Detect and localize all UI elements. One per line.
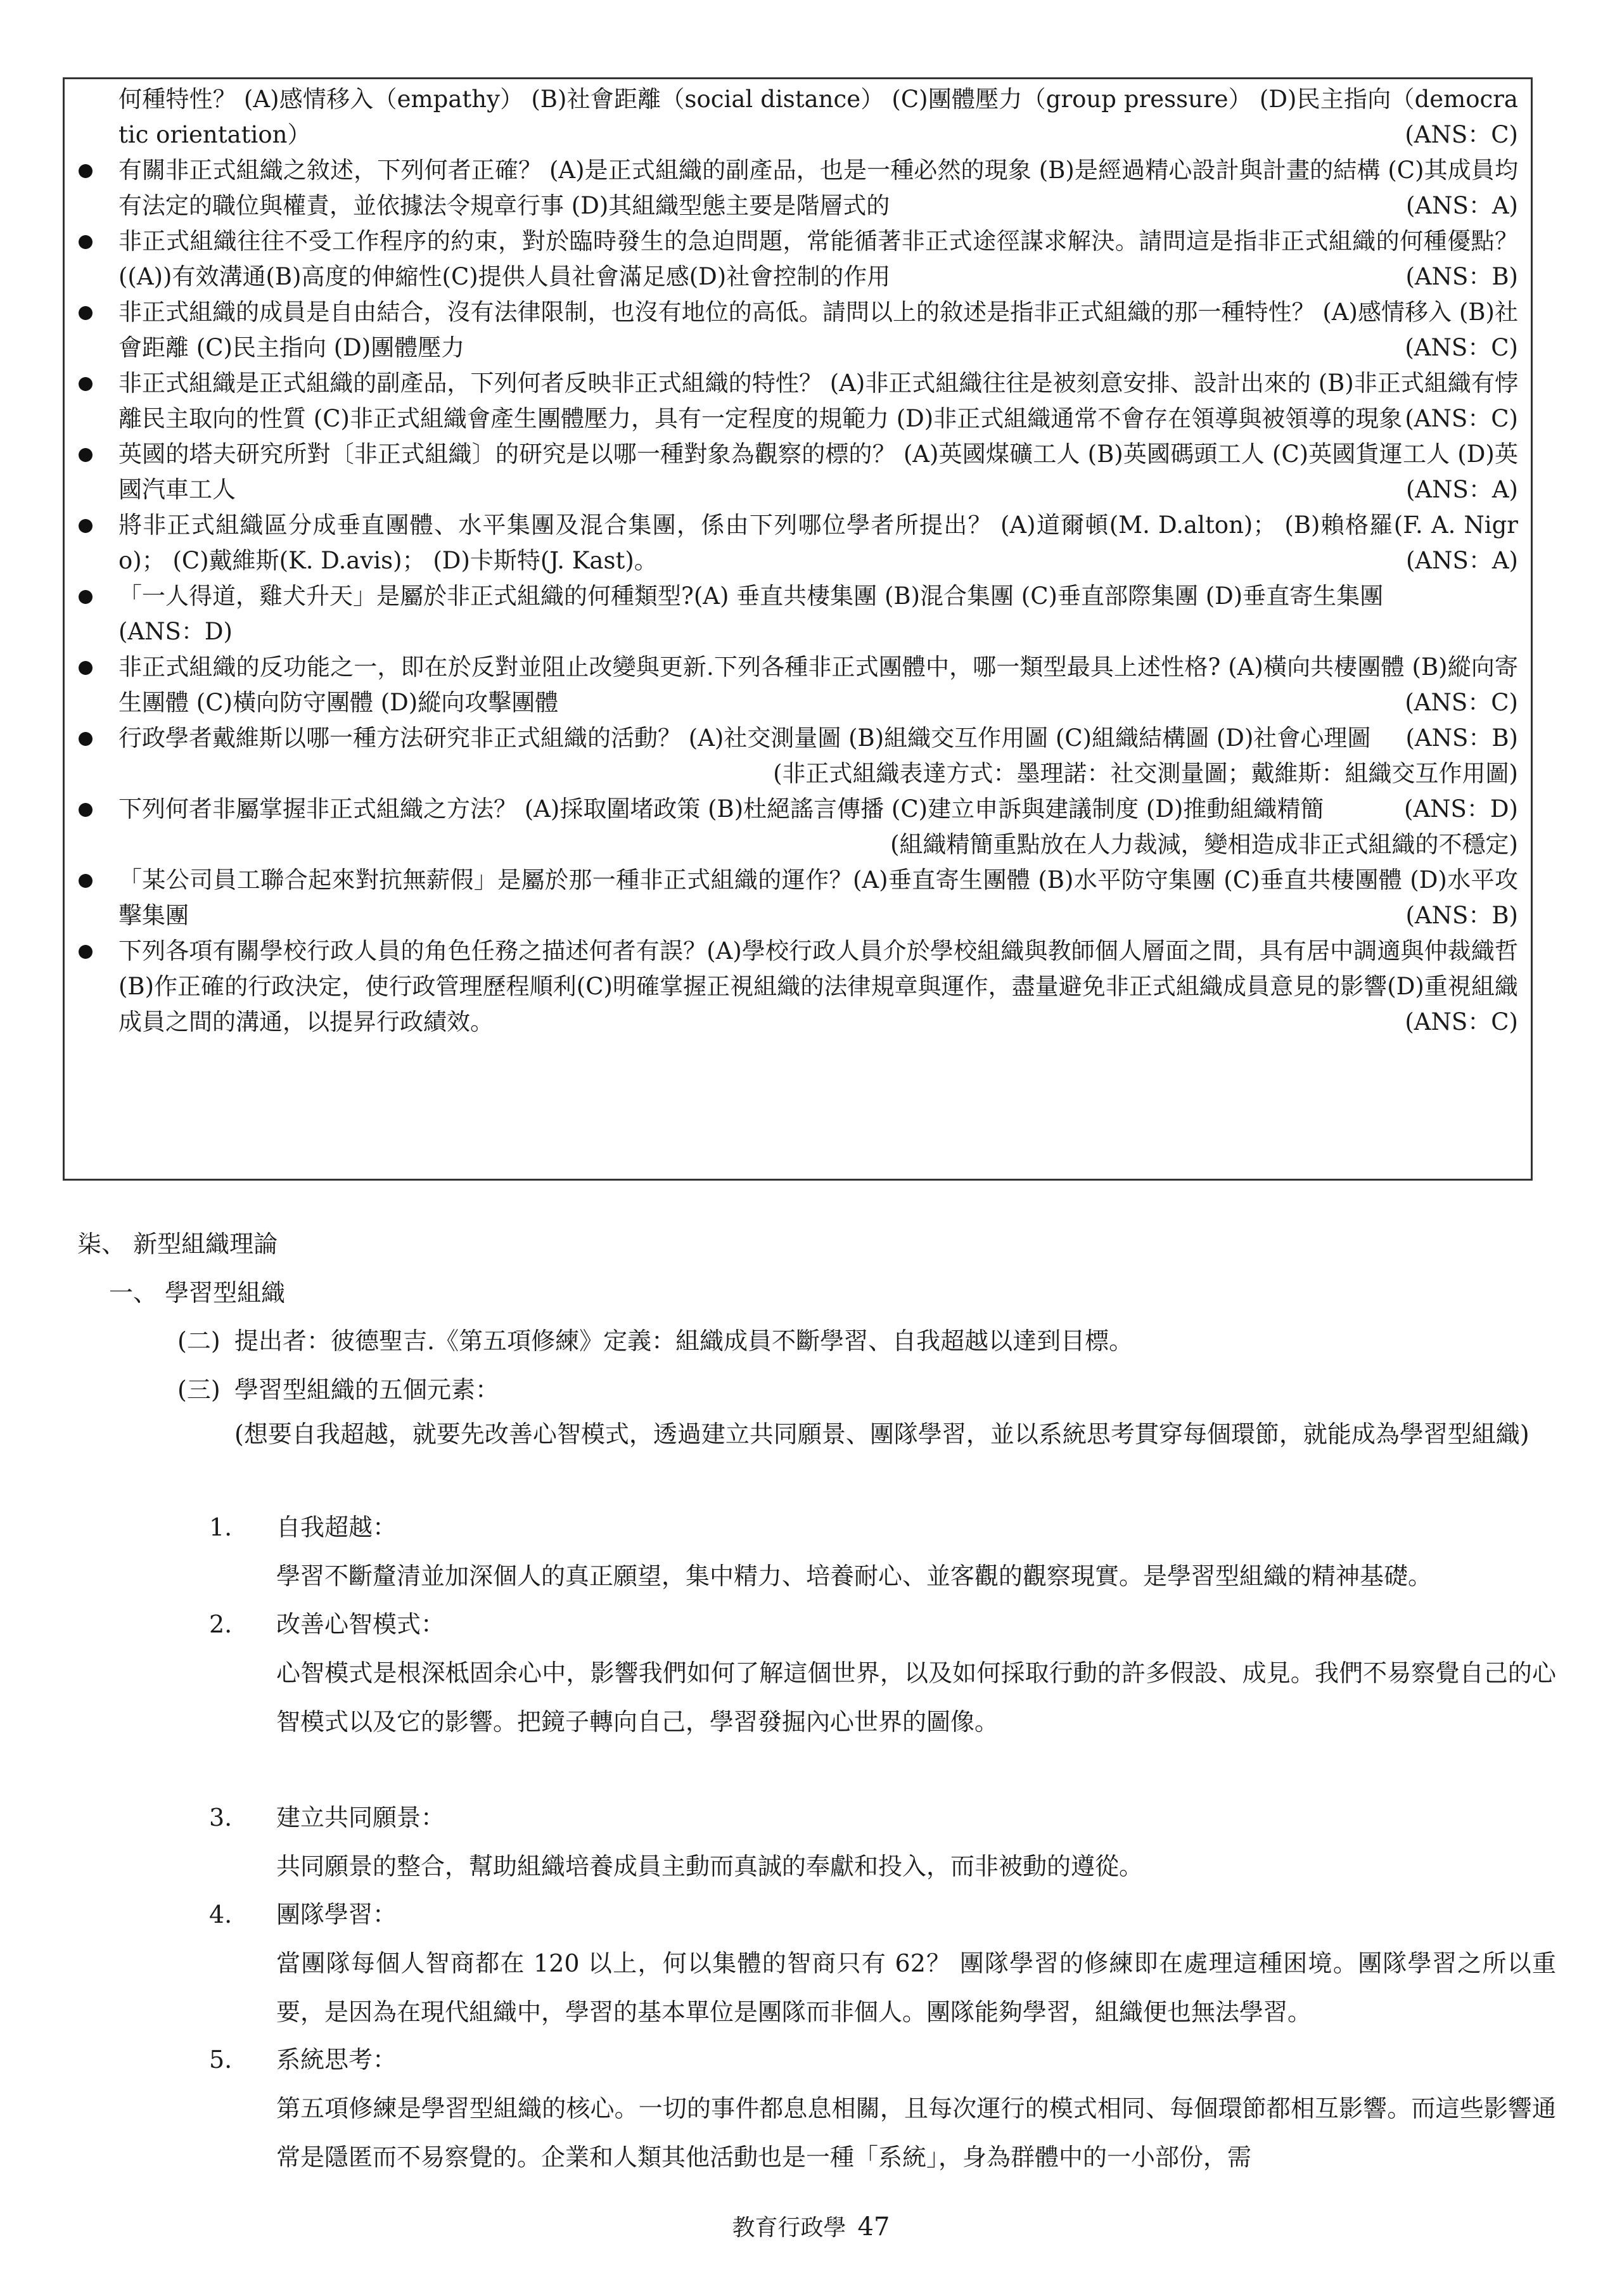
question-item xyxy=(65,863,1518,933)
bullet-icon xyxy=(79,590,93,604)
question-item xyxy=(65,82,1518,153)
bullet-icon xyxy=(79,377,93,391)
item-number: 1. xyxy=(209,1513,233,1541)
bullet-icon xyxy=(79,661,93,675)
item-body: 第五項修練是學習型組織的核心。一切的事件都息息相關，且每次運行的模式相同、每個環節都相互影響。而這些影響通常是隱匿而不易察覺的。企業和人類其他活動也是一種「系統」，身為群體中的一小部份，需 xyxy=(276,2094,1556,2171)
question-text: 非正式組織的反功能之一，即在於反對並阻止改變與更新.下列各種非正式團體中，哪一類型最具上述性格? (A)橫向共棲團體 (B)縱向寄生團體 (C)橫向防守團體 (D)縱向攻擊團體 xyxy=(118,653,1518,716)
question-item xyxy=(65,224,1518,295)
question-item xyxy=(65,933,1518,1040)
answer-label: (ANS：D) xyxy=(1404,795,1518,823)
item-title: 改善心智模式： xyxy=(276,1610,445,1638)
para-text-2: 提出者：彼德聖吉.《第五項修練》定義：組織成員不斷學習、自我超越以達到目標。 xyxy=(234,1327,1133,1355)
para-note-3: (想要自我超越，就要先改善心智模式，透過建立共同願景、團隊學習，並以系統思考貫穿每個環節，就能成為學習型組織) xyxy=(234,1420,1529,1448)
question-item xyxy=(65,508,1518,579)
answer-label: (ANS：B) xyxy=(1405,902,1518,929)
answer-label: (ANS：C) xyxy=(1405,334,1518,361)
item-title: 建立共同願景： xyxy=(276,1804,445,1831)
item-title: 系統思考： xyxy=(276,2046,397,2074)
item-title: 自我超越： xyxy=(276,1513,397,1541)
question-text: 下列何者非屬掌握非正式組織之方法？ (A)採取圍堵政策 (B)杜絕謠言傳播 (C)建立申訴與建議制度 (D)推動組織精簡 xyxy=(118,795,1324,823)
item-body: 共同願景的整合，幫助組織培養成員主動而真誠的奉獻和投入，而非被動的遵從。 xyxy=(276,1852,1144,1880)
bullet-icon xyxy=(79,448,93,462)
question-item xyxy=(65,295,1518,366)
item-title: 團隊學習： xyxy=(276,1901,397,1928)
bullet-icon xyxy=(79,235,93,249)
question-text: 何種特性？ (A)感情移入（empathy） (B)社會距離（social distance） (C)團體壓力（group pressure） (D)民主指向（democratic orientation） xyxy=(118,86,1518,148)
question-item xyxy=(65,366,1518,437)
item-number: 5. xyxy=(209,2046,233,2074)
question-item xyxy=(65,579,1518,650)
answer-label: (ANS：C) xyxy=(1405,1008,1518,1036)
answer-label: (ANS：A) xyxy=(1405,192,1518,219)
answer-label: (ANS：A) xyxy=(1405,547,1518,574)
para-label-2: (二) xyxy=(177,1327,220,1355)
answer-label: (ANS：C) xyxy=(1405,121,1518,148)
question-box xyxy=(63,77,1533,1181)
item-number: 3. xyxy=(209,1804,233,1831)
page-footer xyxy=(0,2210,1622,2242)
page-number: 47 xyxy=(857,2212,890,2241)
answer-note: (組織精簡重點放在人力裁減，變相造成非正式組織的不穩定) xyxy=(890,831,1518,858)
question-text: 英國的塔夫研究所對〔非正式組織〕的研究是以哪一種對象為觀察的標的？ (A)英國煤礦工人 (B)英國碼頭工人 (C)英國貨運工人 (D)英國汽車工人 xyxy=(118,440,1518,503)
subsection-heading: 一、 學習型組織 xyxy=(109,1279,286,1307)
question-item xyxy=(65,437,1518,508)
question-text: 有關非正式組織之敘述，下列何者正確？ (A)是正式組織的副產品，也是一種必然的現象 (B)是經過精心設計與計畫的結構 (C)其成員均有法定的職位與權責，並依據法令規章行事 (D)其組織型態主要是階層式的 xyxy=(118,157,1518,219)
item-number: 2. xyxy=(209,1610,233,1638)
item-number: 4. xyxy=(209,1901,233,1928)
bullet-icon xyxy=(79,306,93,320)
footer-title: 教育行政學 xyxy=(732,2215,846,2241)
para-text-3: 學習型組織的五個元素： xyxy=(234,1376,500,1404)
answer-label: (ANS：C) xyxy=(1405,689,1518,716)
para-label-3: (三) xyxy=(177,1376,220,1404)
answer-label: (ANS：D) xyxy=(118,618,233,645)
question-text: 「一人得道，雞犬升天」是屬於非正式組織的何種類型?(A) 垂直共棲集團 (B)混合集團 (C)垂直部際集團 (D)垂直寄生集團 xyxy=(118,582,1384,610)
answer-label: (ANS：A) xyxy=(1405,476,1518,503)
question-item xyxy=(65,792,1518,863)
question-item xyxy=(65,721,1518,792)
item-body: 心智模式是根深柢固余心中，影響我們如何了解這個世界，以及如何採取行動的許多假設、成見。我們不易察覺自己的心智模式以及它的影響。把鏡子轉向自己，學習發掘內心世界的圖像。 xyxy=(276,1659,1556,1736)
item-body: 學習不斷釐清並加深個人的真正願望，集中精力、培養耐心、並客觀的觀察現實。是學習型組織的精神基礎。 xyxy=(276,1562,1433,1590)
question-text: 非正式組織往往不受工作程序的約束，對於臨時發生的急迫問題，常能循著非正式途徑謀求解決。請問這是指非正式組織的何種優點？((A))有效溝通(B)高度的伸縮性(C)提供人員社會滿足感(D)社會控制的作用 xyxy=(118,228,1518,290)
answer-label: (ANS：B) xyxy=(1405,263,1518,290)
answer-label: (ANS：C) xyxy=(1405,405,1518,432)
bullet-icon xyxy=(79,519,93,533)
bullet-icon xyxy=(79,803,93,817)
item-body: 當團隊每個人智商都在 120 以上，何以集體的智商只有 62？ 團隊學習的修練即在處理這種困境。團隊學習之所以重要，是因為在現代組織中，學習的基本單位是團隊而非個人。團隊能夠學習，組織便也無法學習。 xyxy=(276,1949,1556,2026)
bullet-icon xyxy=(79,164,93,178)
question-item xyxy=(65,650,1518,721)
section-heading: 柒、 新型組織理論 xyxy=(77,1230,278,1258)
question-text: 「某公司員工聯合起來對抗無薪假」是屬於那一種非正式組織的運作？(A)垂直寄生團體 (B)水平防守集團 (C)垂直共棲團體 (D)水平攻擊集團 xyxy=(118,866,1518,929)
question-text: 非正式組織是正式組織的副產品，下列何者反映非正式組織的特性？ (A)非正式組織往往是被刻意安排、設計出來的 (B)非正式組織有悖離民主取向的性質 (C)非正式組織會產生團體壓力，具有一定程度的規範力 (D)非正式組織通常不會存在領導與被領導的現象 xyxy=(118,369,1518,432)
question-text: 將非正式組織區分成垂直團體、水平集團及混合集團，係由下列哪位學者所提出？ (A)道爾頓(M. D.alton)； (B)賴格羅(F. A. Nigro)； (C)戴維斯(K. D.avis)； (D)卡斯特(J. Kast)。 xyxy=(118,511,1518,574)
question-item xyxy=(65,153,1518,224)
answer-label: (ANS：B) xyxy=(1405,724,1518,752)
question-text: 行政學者戴維斯以哪一種方法研究非正式組織的活動？ (A)社交測量圖 (B)組織交互作用圖 (C)組織結構圖 (D)社會心理圖 xyxy=(118,724,1371,752)
bullet-icon xyxy=(79,732,93,746)
question-text: 非正式組織的成員是自由結合，沒有法律限制，也沒有地位的高低。請問以上的敘述是指非正式組織的那一種特性？ (A)感情移入 (B)社會距離 (C)民主指向 (D)團體壓力 xyxy=(118,298,1518,361)
answer-note: (非正式組織表達方式：墨理諾：社交測量圖；戴維斯：組織交互作用圖) xyxy=(773,760,1518,787)
question-text: 下列各項有關學校行政人員的角色任務之描述何者有誤？(A)學校行政人員介於學校組織與教師個人層面之間，具有居中調適與仲裁織哲(B)作正確的行政決定，使行政管理歷程順利(C)明確掌握正視組織的法律規章與運作，盡量避免非正式組織成員意見的影響(D)重視組織成員之間的溝通，以提昇行政績效。 xyxy=(118,937,1518,1036)
bullet-icon xyxy=(79,945,93,959)
bullet-icon xyxy=(79,874,93,888)
